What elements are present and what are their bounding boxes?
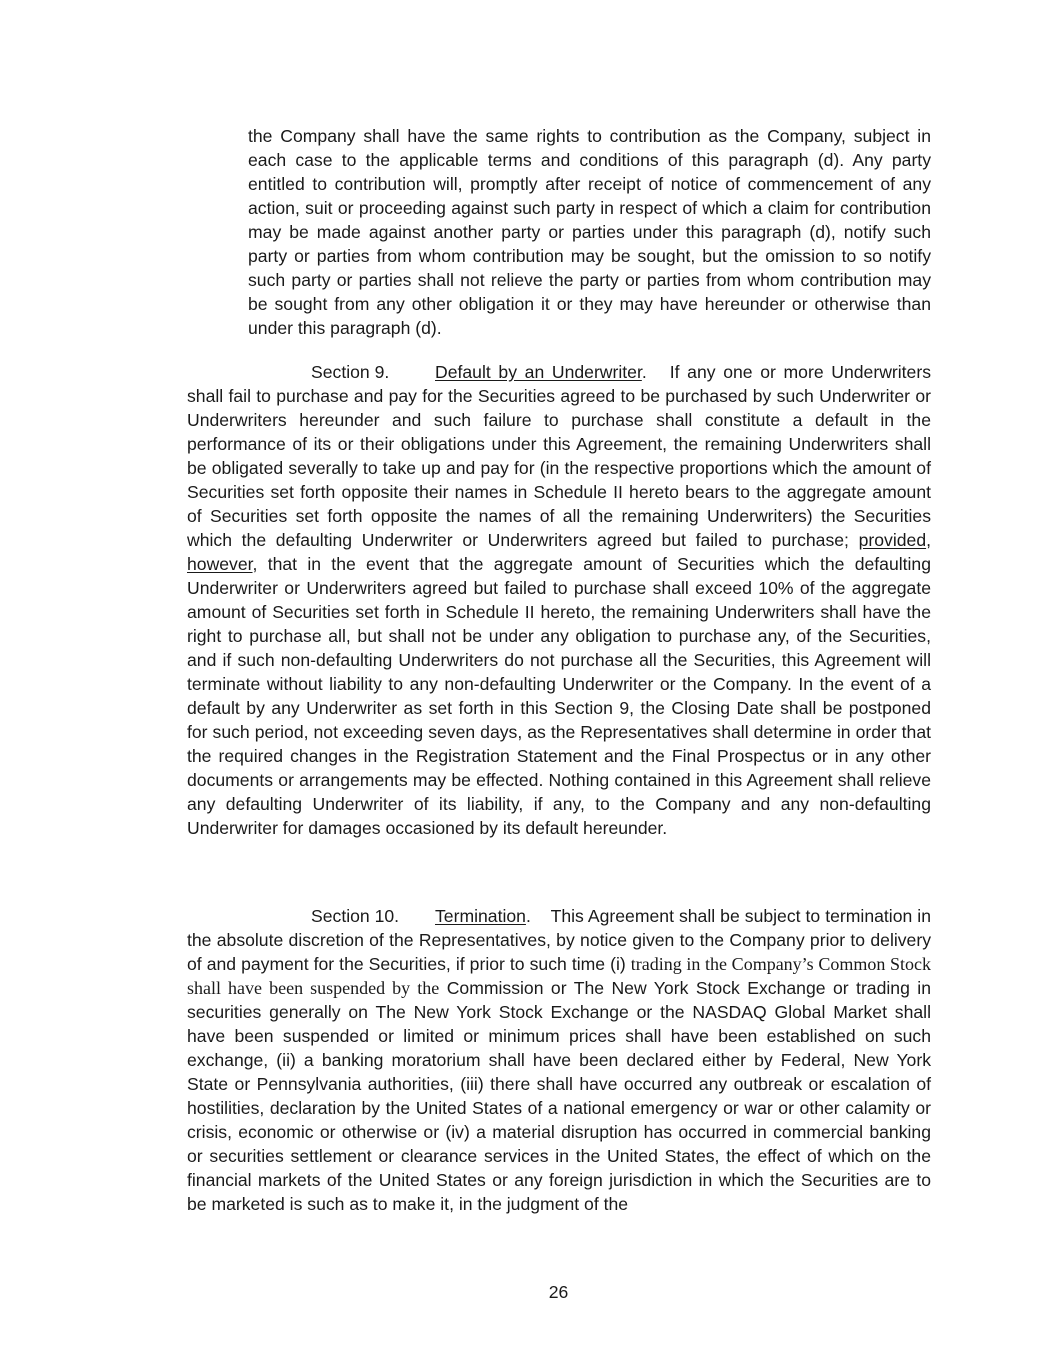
section-10-number: Section 10. bbox=[311, 906, 400, 926]
continuation-paragraph bbox=[248, 124, 931, 340]
section-9-number: Section 9. bbox=[311, 362, 390, 382]
section-9-however: however bbox=[187, 554, 253, 574]
section-9-heading: Default by an Underwriter bbox=[435, 362, 642, 382]
section-10-heading-punct: . bbox=[525, 906, 531, 926]
page-number: 26 bbox=[548, 1282, 569, 1302]
section-9-comma: , bbox=[926, 530, 931, 550]
continuation-text: the Company shall have the same rights to contribution as the Company, subject in each case to the applicable terms and conditions of this paragraph (d). Any party entitled to contribution will, promptly after receipt of notice of commencement of any action, suit or proceeding against such party in respect of which a claim for contribution may be made against another party or parties under this paragraph (d), notify such party or parties from whom contribution may be sought, but the omission to so notify such party or parties shall not relieve the party or parties from whom contribution may be sought from any other obligation it or they may have hereunder or otherwise than under this paragraph (d). bbox=[248, 126, 931, 338]
section-10-heading: Termination bbox=[435, 906, 526, 926]
section-10-paragraph bbox=[187, 904, 931, 1216]
section-9-body-2: , that in the event that the aggregate amount of Securities which the defaulting Underwriter or Underwriters agreed but failed to purchase shall exceed 10% of the aggregate amount of Securities set forth in Schedule II hereto, the remaining Underwriters shall have the right to purchase all, but shall not be under any obligation to purchase any, of the Securities, and if such non-defaulting Underwriters do not purchase all the Securities, this Agreement will terminate without liability to any non-defaulting Underwriter or the Company. In the event of a default by any Underwriter as set forth in this Section 9, the Closing Date shall be postponed for such period, not exceeding seven days, as the Representatives shall determine in order that the required changes in the Registration Statement and the Final Prospectus or in any other documents or arrangements may be effected. Nothing contained in this Agreement shall relieve any defaulting Underwriter of its liability, if any, to the Company and any non-defaulting Underwriter for damages occasioned by its default hereunder. bbox=[187, 554, 931, 838]
section-10-body-1: This Agreement shall be subject to termination in the absolute discretion of the Representatives, by notice given to the Company prior to delivery of and payment for the Securities, if prior to such time (i) bbox=[187, 906, 931, 974]
section-9-provided: provided bbox=[858, 530, 927, 550]
section-9-heading-punct: . bbox=[641, 362, 647, 382]
section-10-serif-text: trading in the Company’s Common Stock shall have been suspended by the bbox=[187, 954, 931, 998]
section-9-body-1: If any one or more Underwriters shall fail to purchase and pay for the Securities agreed to be purchased by such Underwriter or Underwriters hereunder and such failure to purchase shall constitute a default in the performance of its or their obligations under this Agreement, the remaining Underwriters shall be obligated severally to take up and pay for (in the respective proportions which the amount of Securities set forth opposite their names in Schedule II hereto bears to the aggregate amount of Securities set forth opposite the names of all the remaining Underwriters) the Securities which the defaulting Underwriter or Underwriters agreed but failed to purchase; bbox=[187, 362, 931, 550]
section-9-paragraph bbox=[187, 360, 931, 840]
section-10-body-2: Commission or The New York Stock Exchange or trading in securities generally on The New York Stock Exchange or the NASDAQ Global Market shall have been suspended or limited or minimum prices shall have been established on such exchange, (ii) a banking moratorium shall have been declared either by Federal, New York State or Pennsylvania authorities, (iii) there shall have occurred any outbreak or escalation of hostilities, declaration by the United States of a national emergency or war or other calamity or crisis, economic or otherwise or (iv) a material disruption has occurred in commercial banking or securities settlement or clearance services in the United States, the effect of which on the financial markets of the United States or any foreign jurisdiction in which the Securities are to be marketed is such as to make it, in the judgment of the bbox=[187, 978, 931, 1214]
